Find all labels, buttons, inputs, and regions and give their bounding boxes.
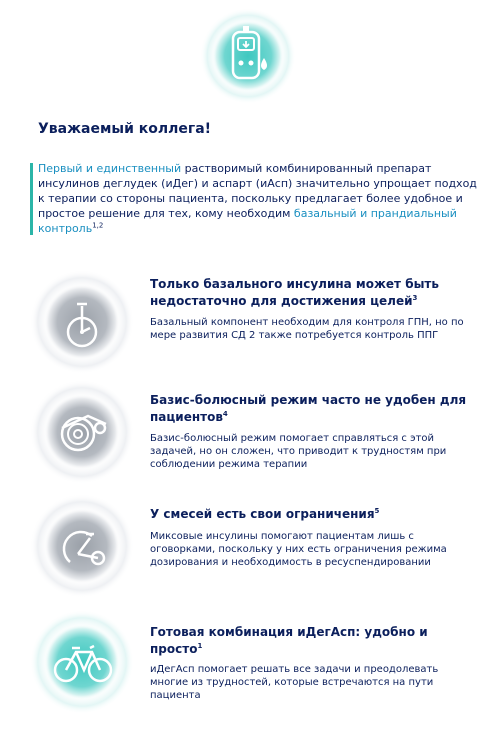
bicycle-icon — [30, 610, 134, 714]
intro-text: растворимый комбинированный препарат инсулинов деглудек (иДег) и аспарт (иАсп) значительно упрощает подход к терапии со стороны пациента, поскольку предлагает более удобное и простое решение для тех, кому необходим — [38, 162, 477, 220]
benefit-reference: 3 — [412, 294, 418, 302]
velocipede-icon — [30, 494, 134, 598]
intro-accent-second: базальный и прандиальный контроль — [38, 207, 457, 235]
benefit-title: Готовая комбинация иДегАсп: удобно и просто$^1$ — [150, 625, 428, 656]
penny-farthing-icon — [30, 380, 134, 484]
benefit-reference: 1 — [197, 642, 203, 650]
unicycle-icon — [30, 270, 134, 374]
benefit-item-basal-bolus — [0, 380, 500, 500]
benefit-item-mixes — [0, 490, 500, 610]
benefit-title: Только базального инсулина может быть недостаточно для достижения целей$^3$ — [150, 277, 439, 308]
page-heading: Уважаемый коллега! — [38, 121, 212, 137]
glucometer-icon — [200, 8, 296, 104]
benefit-text: Базальный компонент необходим для контроля ГПН, но по мере развития СД 2 также потребуется контроль ППГ — [150, 317, 464, 341]
benefit-text: иДегАсп помогает решать все задачи и преодолевать многие из трудностей, которые встречаются на пути пациента — [150, 664, 439, 701]
benefit-reference: 5 — [374, 507, 380, 515]
intro-reference: 1,2 — [92, 221, 104, 230]
benefit-title: Базис-болюсный режим часто не удобен для пациентов$^4$ — [150, 393, 467, 424]
benefit-reference: 4 — [222, 410, 228, 418]
benefit-item-combination — [0, 610, 500, 730]
intro-accent-bar — [30, 163, 33, 235]
benefit-title: У смесей есть свои ограничения$^5$ — [150, 507, 380, 521]
intro-accent-first: Первый и единственный — [38, 162, 182, 175]
benefit-text: Миксовые инсулины помогают пациентам лишь с оговорками, поскольку у них есть ограничения режима дозирования и необходимость в ресуспендировании — [150, 531, 447, 568]
benefit-item-basal — [0, 262, 500, 382]
benefit-text: Базис-болюсный режим помогает справляться с этой задачей, но он сложен, что приводит к трудностям при соблюдении режима терапии — [150, 433, 447, 470]
intro-paragraph — [38, 161, 478, 236]
